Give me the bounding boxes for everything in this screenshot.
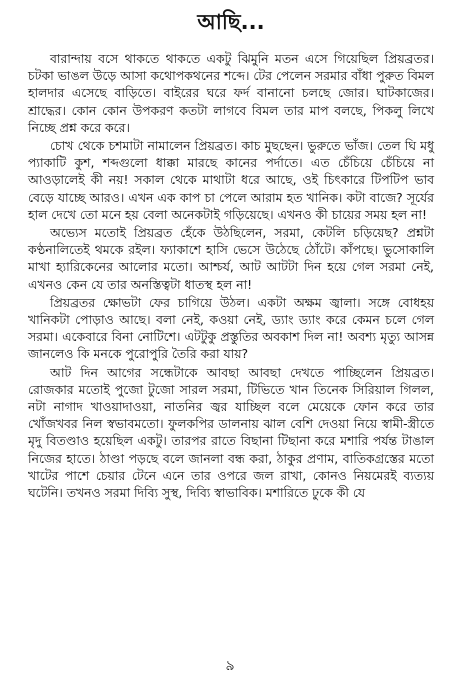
page-number: ৯	[225, 658, 235, 674]
body-text	[28, 50, 434, 501]
paragraph: অভ্যেস মতোই প্রিয়ব্রত হেঁকে উঠছিলেন, সরমা, কেটলি চড়িয়েছ? প্রশ্নটা কণ্ঠনালিতেই থমকে রইল। ফ্যাকাশে হাসি ভেসে উঠেছে ঠোঁটে। কাঁপছে। ভুসোকালি মাখা হ্যারিকেনের আলোর মতো। আশ্চর্য, আট আটটা দিন হয়ে গেল সরমা নেই, এখনও কেন যে তার অনস্তিত্বটা ধাতস্থ হল না!	[28, 225, 434, 292]
paragraph: প্রিয়ব্রতর ক্ষোভটা ফের চাগিয়ে উঠল। একটা অক্ষম জ্বালা। সঙ্গে বোধহয় খানিকটা পোড়াও আছে। বলা নেই, কওয়া নেই, ড্যাং ড্যাং করে কেমন চলে গেল সরমা। একেবারে বিনা নোটিশে। এটটুকু প্রস্তুতির অবকাশ দিল না! অবশ্য মৃত্যু আসন্ন জানলেও কি মনকে পুরোপুরি তৈরি করা যায়?	[28, 294, 434, 362]
paragraph: আট দিন আগের সন্ধেটাকে আবছা আবছা দেখতে পাচ্ছিলেন প্রিয়ব্রত। রোজকার মতোই পুজো টুজো সারল সরমা, টিভিতে খান তিনেক সিরিয়াল গিলল, নটা নাগাদ খাওয়াদাওয়া, নাতনির জ্বর যাচ্ছিল বলে মেয়েকে ফোন করে তার খোঁজখবর নিল স্বভাবমতো। ফুলকপির ডালনায় ঝাল বেশি দেওয়া নিয়ে স্বামী-স্ত্রীতে মৃদু বিতণ্ডাও হয়েছিল একটু। তারপর রাতে বিছানা টিছানা করে মশারি পর্যন্ত টাঙাল নিজের হাতে। ঠাণ্ডা পড়ছে বলে জানলা বন্ধ করা, ঠাকুর প্রণাম, বাতিকগ্রস্তের মতো খাটের পাশে চেয়ার টেনে এনে তার ওপরে জল রাখা, কোনও নিয়মেরই ব্যত্যয় ঘটেনি। তখনও সরমা দিব্যি সুস্থ, দিব্যি স্বাভাবিক। মশারিতে ঢুকে কী যে	[28, 364, 434, 501]
paragraph: বারান্দায় বসে থাকতে থাকতে একটু ঝিমুনি মতন এসে গিয়েছিল প্রিয়ব্রতর। চটকা ভাঙল উড়ে আসা কথোপকথনের শব্দে। টের পেলেন সরমার বাঁধা পুরুত বিমল হালদার এসেছে বাড়িতে। বাইরের ঘরে ফর্দ বানানো চলছে জোর। ঘাটকাজের। শ্রাদ্ধের। কোন কোন উপকরণ কতটা লাগবে বিমল তার মাপ বলছে, পিকলু লিখে নিচ্ছে প্রশ্ন করে করে।	[28, 51, 434, 135]
paragraph: চোখ থেকে চশমাটা নামালেন প্রিয়ব্রত। কাচ মুছছেন। ভুরুতে ভাঁজ। তেল ঘি মধু প্যাকাটি কুশ, শব্দগুলো ধাক্কা মারছে কানের পর্দাতে। এত চেঁচিয়ে চেঁচিয়ে না আওড়ালেই কী নয়! সকাল থেকে মাথাটা ধরে আছে, ওই চিৎকারে টিপটিপ ভাব বেড়ে যাচ্ছে আরও। এখন এক কাপ চা পেলে আরাম হত খানিক। কটা বাজে? সূর্যের হাল দেখে তো মনে হয় বেলা অনেকটাই গড়িয়েছে। এখনও কী চায়ের সময় হল না!	[28, 138, 434, 222]
chapter-title: আছি...	[197, 10, 265, 34]
